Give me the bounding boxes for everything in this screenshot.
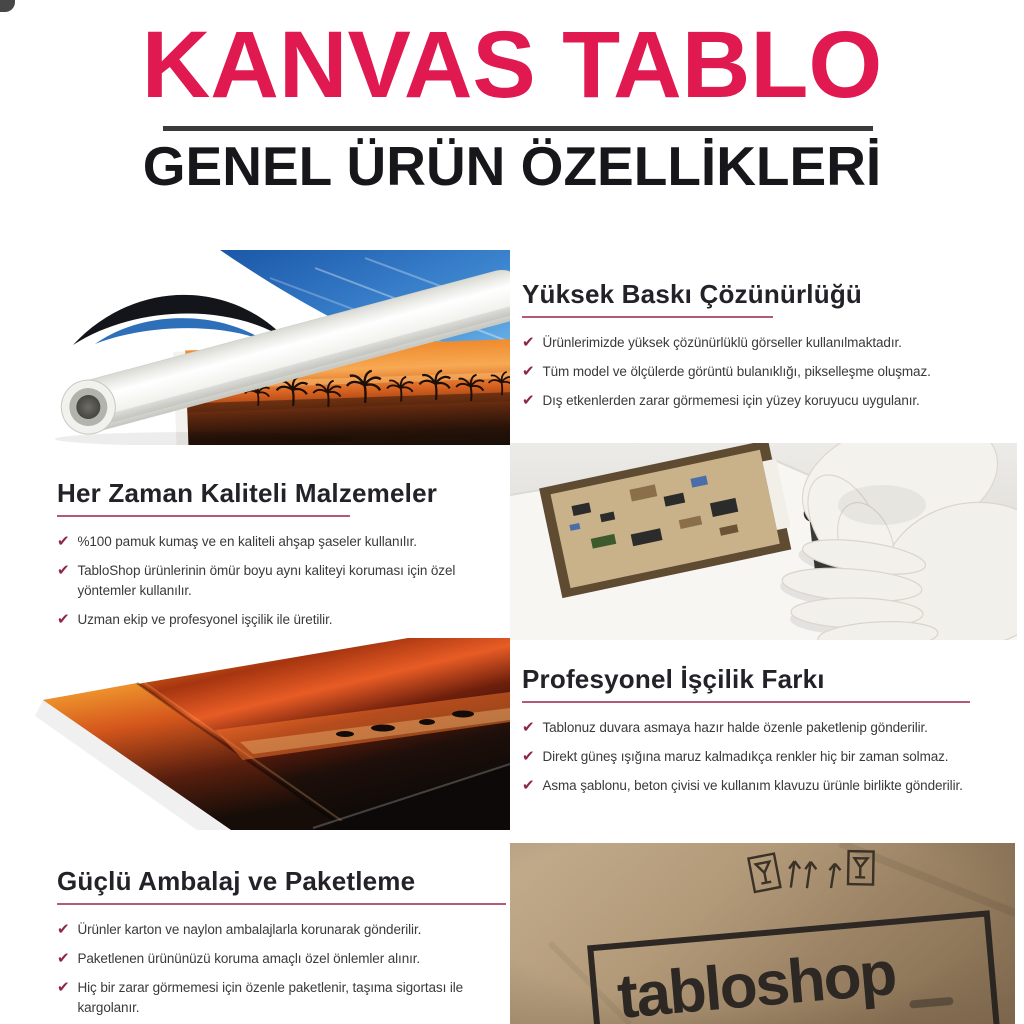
section-packaging xyxy=(15,830,510,1024)
craftsmanship-cutting-photo xyxy=(510,443,1017,640)
feature-item: ✔ Hiç bir zarar görmemesi için özenle paketlenir, taşıma sigortası ile kargolanır. xyxy=(57,979,464,1016)
feature-item: ✔ Tüm model ve ölçülerde görüntü bulanıklığı, pikselleşme oluşmaz. xyxy=(522,362,1011,382)
feature-item: ✔ Ürünler karton ve naylon ambalajlarla korunarak gönderilir. xyxy=(57,920,472,940)
canvas-edge-sunset-photo xyxy=(15,638,510,830)
feature-list xyxy=(522,333,1011,412)
feature-item: ✔ Direkt güneş ışığına maruz kalmadıkça renkler hiç bir zaman solmaz. xyxy=(522,747,1013,767)
check-icon: ✔ xyxy=(522,777,535,795)
page-title: KANVAS TABLO xyxy=(141,12,883,118)
section-title-underline xyxy=(522,701,970,703)
check-icon: ✔ xyxy=(522,747,535,765)
title-divider xyxy=(163,126,873,131)
section-print-resolution xyxy=(510,250,1017,445)
section-title-underline xyxy=(57,903,506,905)
feature-item: ✔ Ürünlerimizde yüksek çözünürlüklü görseller kullanılmaktadır. xyxy=(522,333,1011,353)
check-icon: ✔ xyxy=(57,611,70,629)
feature-item: ✔ %100 pamuk kumaş ve en kaliteli ahşap şaseler kullanılır. xyxy=(57,532,470,552)
row-packaging xyxy=(0,830,1024,1024)
shipping-box-photo xyxy=(510,843,1015,1024)
feature-item: ✔ TabloShop ürünlerinin ömür boyu aynı kaliteyi koruması için özel yöntemler kullanılır. xyxy=(57,561,456,599)
row-print-resolution xyxy=(0,250,1024,445)
feature-item: ✔ Uzman ekip ve profesyonel işçilik ile üretilir. xyxy=(57,610,470,630)
feature-item: ✔ Dış etkenlerden zarar görmemesi için yüzey koruyucu uygulanır. xyxy=(522,391,1011,411)
check-icon: ✔ xyxy=(57,979,70,997)
section-title: Her Zaman Kaliteli Malzemeler xyxy=(57,478,438,508)
section-title: Profesyonel İşçilik Farkı xyxy=(522,664,825,694)
rolled-canvas-illustration xyxy=(15,250,510,445)
feature-item: ✔ Paketlenen ürününüzü koruma amaçlı özel önlemler alınır. xyxy=(57,949,472,969)
check-icon: ✔ xyxy=(57,532,70,550)
check-icon: ✔ xyxy=(57,561,70,579)
section-quality-materials xyxy=(15,443,510,640)
check-icon: ✔ xyxy=(57,949,70,967)
check-icon: ✔ xyxy=(57,920,70,938)
corner-artifact xyxy=(0,0,15,12)
check-icon: ✔ xyxy=(522,718,535,736)
section-title-underline xyxy=(522,316,773,318)
feature-list xyxy=(57,532,470,631)
feature-list xyxy=(57,920,472,1019)
rolled-canvas-prints-photo xyxy=(15,250,510,445)
feature-item: ✔ Asma şablonu, beton çivisi ve kullanım klavuzu ürünle birlikte gönderilir. xyxy=(522,776,1013,796)
canvas-corner-illustration xyxy=(15,638,510,830)
row-professional-craft xyxy=(0,638,1024,830)
check-icon: ✔ xyxy=(522,362,535,380)
section-title: Yüksek Baskı Çözünürlüğü xyxy=(522,279,862,309)
row-quality-materials xyxy=(0,443,1024,640)
feature-list xyxy=(522,718,1013,797)
glove-cutting-illustration xyxy=(510,443,1017,640)
section-title-underline xyxy=(57,515,350,517)
section-title: Güçlü Ambalaj ve Paketleme xyxy=(57,866,416,896)
kraft-box-illustration xyxy=(510,843,1015,1024)
page-subtitle: GENEL ÜRÜN ÖZELLİKLERİ xyxy=(142,135,882,197)
check-icon: ✔ xyxy=(522,333,535,351)
feature-item: ✔ Tablonuz duvara asmaya hazır halde özenle paketlenip gönderilir. xyxy=(522,718,1013,738)
check-icon: ✔ xyxy=(522,392,535,410)
section-professional-craft xyxy=(510,638,1017,830)
